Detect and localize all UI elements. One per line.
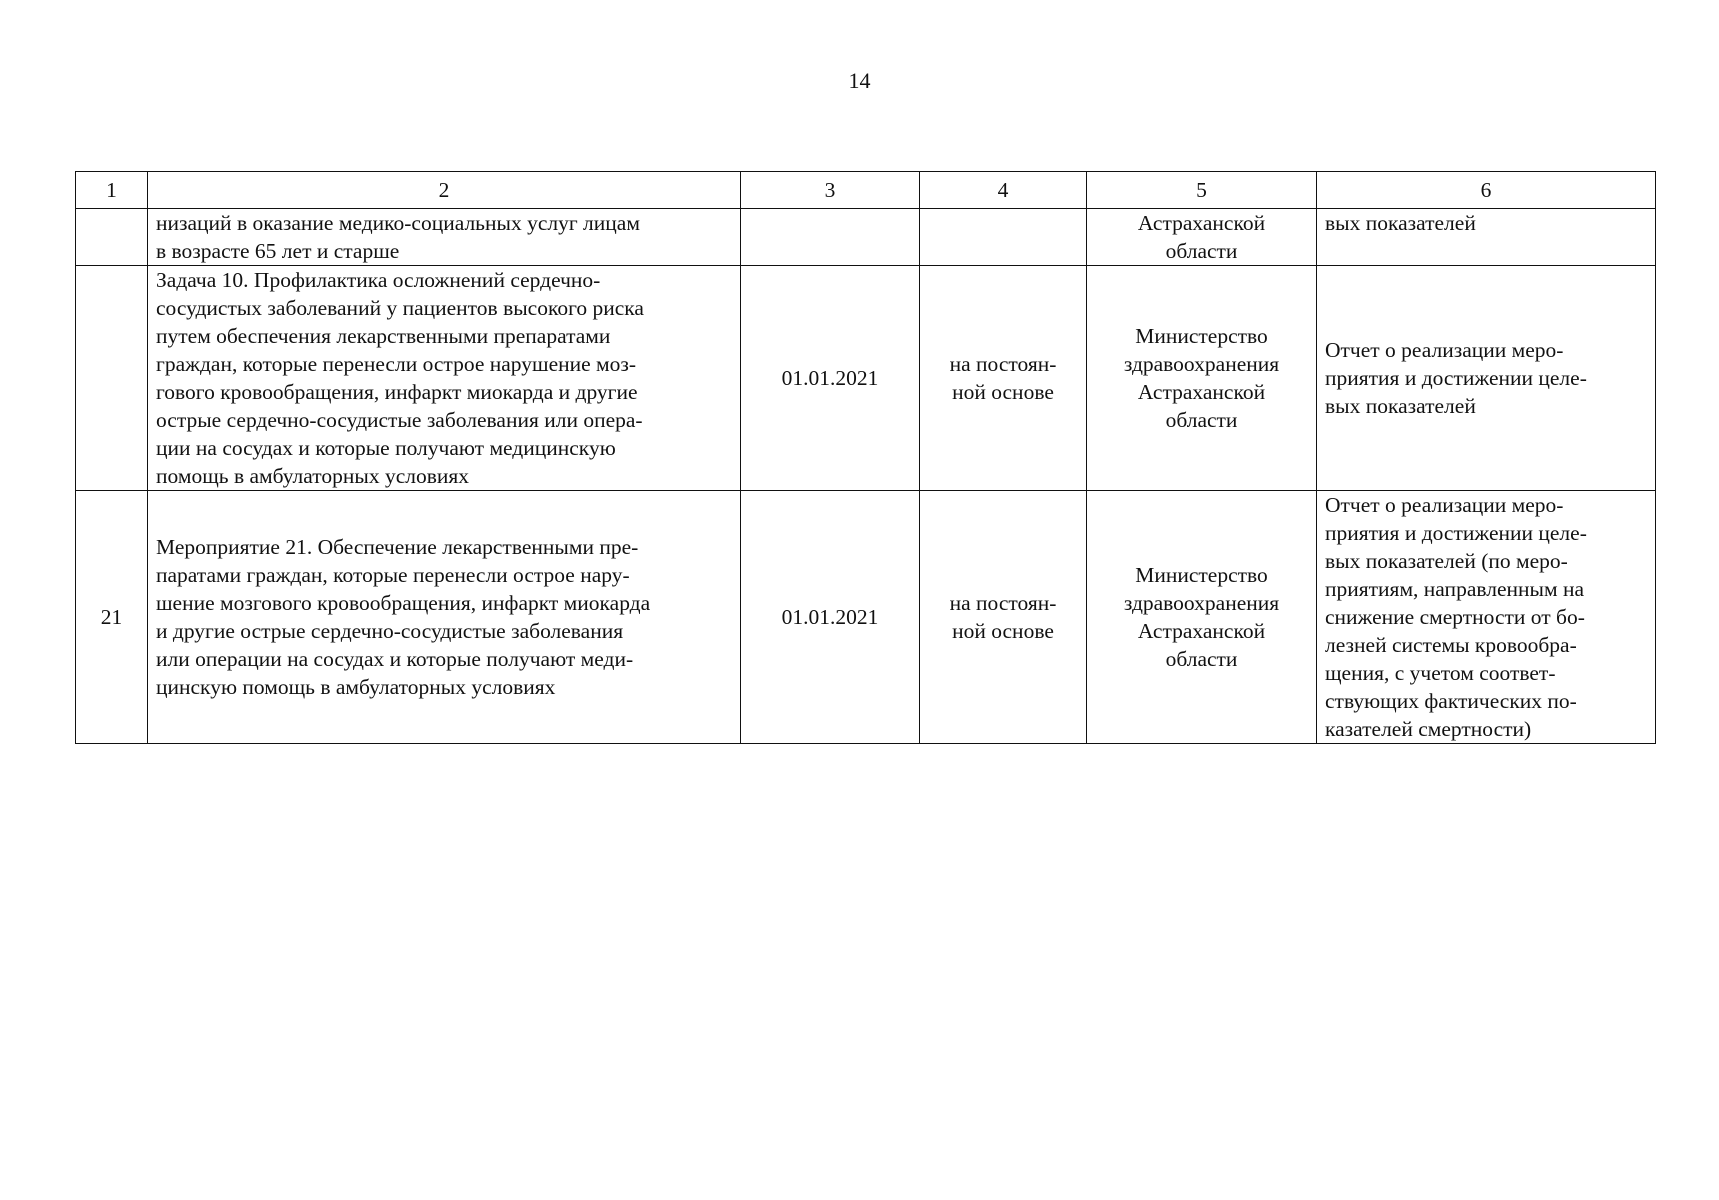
result-cell: вых показателей (1317, 209, 1656, 266)
row-number-cell (76, 209, 148, 266)
column-header: 4 (920, 172, 1087, 209)
period-cell: на постоян- ной основе (920, 491, 1087, 744)
row-number-cell (76, 266, 148, 491)
page-number: 14 (848, 68, 871, 93)
table-row (76, 491, 1656, 744)
executor-cell: Министерство здравоохранения Астраханской области (1087, 266, 1317, 491)
table-header-row (76, 172, 1656, 209)
measure-text-cell: Задача 10. Профилактика осложнений сердечно- сосудистых заболеваний у пациентов высокого риска путем обеспечения лекарственными препаратами граждан, которые перенесли острое нарушение моз- гового кровообращения, инфаркт миокарда и другие острые сердечно-сосудистые заболевания или опера- ции на сосудах и которые получают медицинскую помощь в амбулаторных условиях (148, 266, 741, 491)
column-header: 2 (148, 172, 741, 209)
table-row (76, 209, 1656, 266)
measure-text-cell: низаций в оказание медико-социальных услуг лицам в возрасте 65 лет и старше (148, 209, 741, 266)
period-cell: на постоян- ной основе (920, 266, 1087, 491)
date-cell: 01.01.2021 (741, 266, 920, 491)
column-header: 6 (1317, 172, 1656, 209)
date-cell: 01.01.2021 (741, 491, 920, 744)
row-number-cell: 21 (76, 491, 148, 744)
column-header: 3 (741, 172, 920, 209)
executor-cell: Астраханской области (1087, 209, 1317, 266)
plan-table (75, 171, 1656, 744)
column-header: 1 (76, 172, 148, 209)
period-cell (920, 209, 1087, 266)
executor-cell: Министерство здравоохранения Астраханской области (1087, 491, 1317, 744)
table-row (76, 266, 1656, 491)
result-cell: Отчет о реализации меро- приятия и достижении целе- вых показателей (по меро- приятиям, направленным на снижение смертности от бо- лезней системы кровообра- щения, с учетом соответ- ствующих фактических по- казателей смертности) (1317, 491, 1656, 744)
date-cell (741, 209, 920, 266)
column-header: 5 (1087, 172, 1317, 209)
measure-text-cell: Мероприятие 21. Обеспечение лекарственными пре- паратами граждан, которые перенесли острое нару- шение мозгового кровообращения, инфаркт миокарда и другие острые сердечно-сосудистые заболевания или операции на сосудах и которые получают меди- цинскую помощь в амбулаторных условиях (148, 491, 741, 744)
result-cell: Отчет о реализации меро- приятия и достижении целе- вых показателей (1317, 266, 1656, 491)
